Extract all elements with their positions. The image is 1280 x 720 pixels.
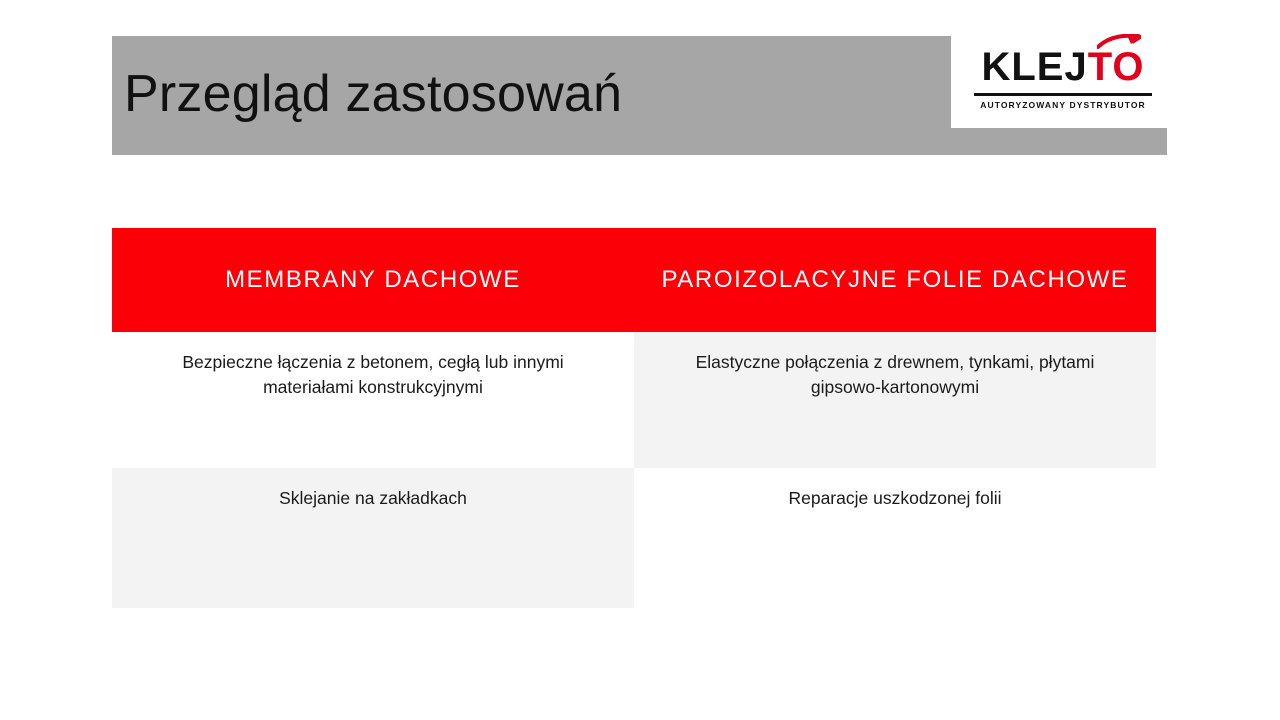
swoosh-icon	[1097, 34, 1141, 50]
table-cell: Reparacje uszkodzonej folii	[634, 468, 1156, 608]
logo-text-primary: KLEJ	[981, 44, 1088, 89]
table-cell: Elastyczne połączenia z drewnem, tynkami, płytami gipsowo-kartonowymi	[634, 332, 1156, 468]
logo-divider	[974, 93, 1152, 96]
brand-logo	[951, 28, 1175, 128]
logo-text-accent: TO	[1087, 44, 1145, 89]
table-row	[112, 468, 1156, 608]
table-cell: Sklejanie na zakładkach	[112, 468, 634, 608]
table-column-header-2: PAROIZOLACYJNE FOLIE DACHOWE	[634, 228, 1156, 332]
page-title: Przegląd zastosowań	[124, 65, 623, 124]
logo-wordmark	[981, 44, 1145, 89]
logo-subtitle: AUTORYZOWANY DYSTRYBUTOR	[980, 99, 1146, 110]
applications-table	[112, 228, 1156, 608]
table-cell: Bezpieczne łączenia z betonem, cegłą lub innymi materiałami konstrukcyjnymi	[112, 332, 634, 468]
table-header-row	[112, 228, 1156, 332]
table-column-header-1: MEMBRANY DACHOWE	[112, 228, 634, 332]
table-row	[112, 332, 1156, 468]
